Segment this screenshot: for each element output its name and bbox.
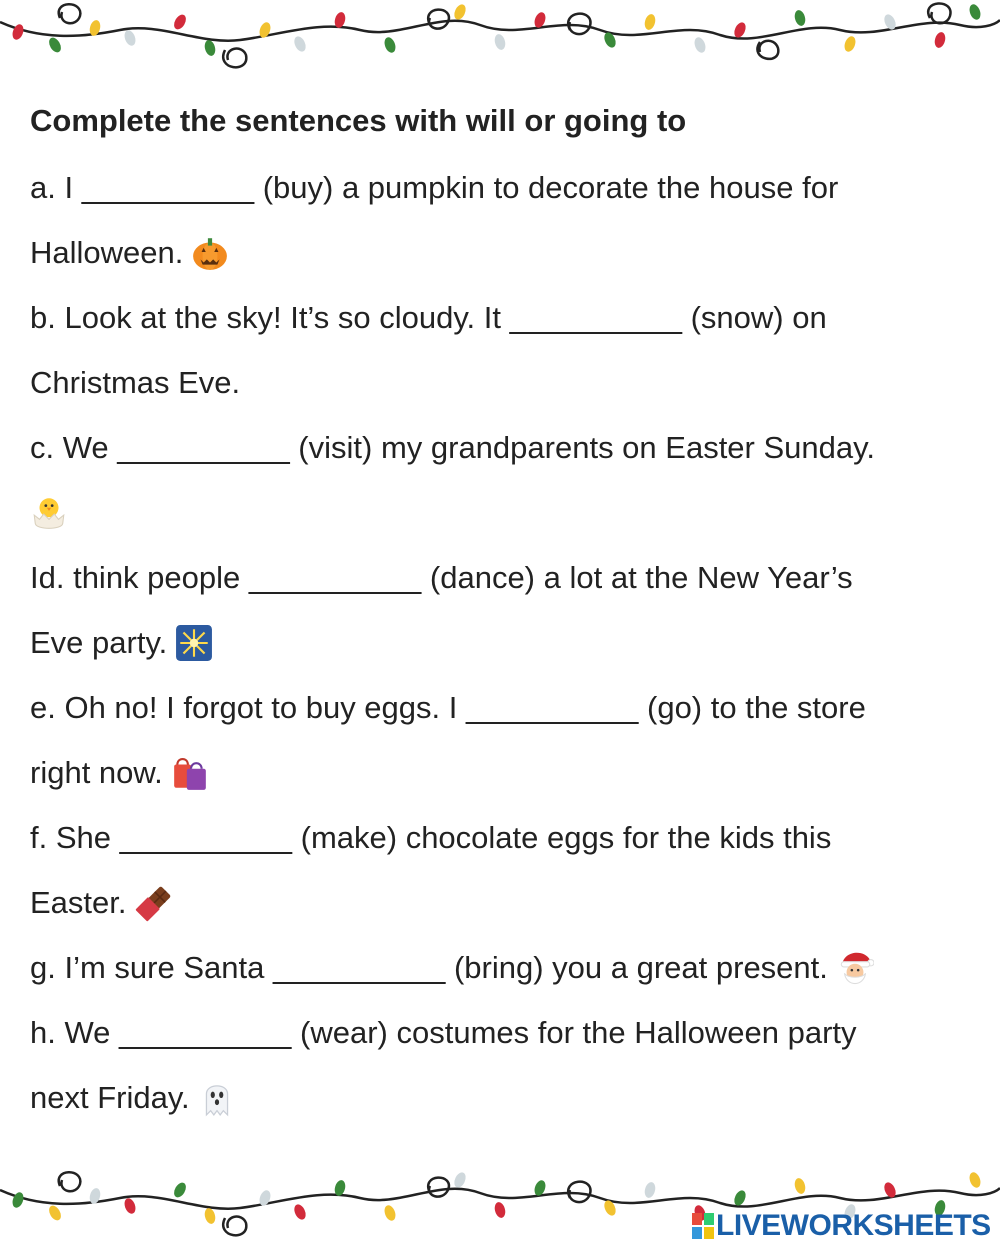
liveworksheets-brand[interactable]: [692, 1209, 991, 1243]
light-bulb: [47, 1204, 64, 1223]
sentence-a-line-2: [30, 233, 229, 273]
light-bulb: [643, 13, 657, 31]
light-bulb: [493, 1201, 507, 1219]
light-bulb: [493, 33, 507, 51]
ghost-icon: [198, 1079, 236, 1117]
top-garland-decoration: [0, 0, 1000, 80]
sentence-d-text-2: Eve party.: [30, 625, 168, 660]
light-bulb: [383, 1204, 398, 1222]
light-bulb: [11, 1191, 26, 1209]
light-bulb: [383, 36, 398, 54]
brand-text: LIVEWORKSHEETS: [716, 1209, 991, 1242]
sentence-g-line-1: [30, 948, 874, 988]
liveworksheets-logo-icon: [692, 1213, 714, 1239]
light-bulb: [172, 1181, 189, 1200]
light-bulb: [843, 35, 858, 53]
sentence-g-text-1: g. I’m sure Santa __________ (bring) you a great present.: [30, 950, 828, 985]
light-bulb: [47, 36, 64, 55]
pumpkin-icon: [191, 234, 229, 272]
light-bulb: [732, 21, 748, 40]
sentence-a-text-2: Halloween.: [30, 235, 184, 270]
sentence-a-line-1: a. I __________ (buy) a pumpkin to decorate the house for: [30, 170, 839, 205]
sentence-f-line-2: [30, 883, 173, 923]
sentence-b-line-1: b. Look at the sky! It’s so cloudy. It __________ (snow) on: [30, 300, 827, 335]
light-bulb: [968, 1171, 983, 1189]
light-bulb: [452, 1171, 468, 1190]
light-bulb: [732, 1189, 748, 1208]
chocolate-bar-icon: [135, 884, 173, 922]
light-bulb: [203, 39, 217, 57]
light-bulb: [123, 29, 138, 47]
light-bulb: [643, 1181, 657, 1199]
light-bulb: [933, 31, 947, 49]
sentence-c-line-2: [30, 493, 68, 533]
sentence-b-line-2: Christmas Eve.: [30, 365, 241, 400]
light-bulb: [203, 1207, 217, 1225]
light-bulb: [292, 1203, 308, 1222]
sentence-e-text-2: right now.: [30, 755, 163, 790]
sentence-c-line-1: c. We __________ (visit) my grandparents on Easter Sunday.: [30, 430, 875, 465]
sentence-d-line-1: Id. think people __________ (dance) a lot at the New Year’s: [30, 560, 853, 595]
hatching-chick-icon: [30, 494, 68, 532]
light-bulb: [11, 23, 26, 41]
sentence-e-line-1: e. Oh no! I forgot to buy eggs. I __________ (go) to the store: [30, 690, 866, 725]
light-bulb: [452, 3, 468, 22]
sentence-h-line-1: h. We __________ (wear) costumes for the Halloween party: [30, 1015, 857, 1050]
sentence-f-line-1: f. She __________ (make) chocolate eggs for the kids this: [30, 820, 832, 855]
sentence-h-line-2: [30, 1078, 236, 1118]
sparkler-icon: [175, 624, 213, 662]
sentence-f-text-2: Easter.: [30, 885, 127, 920]
light-bulb: [292, 35, 308, 54]
santa-icon: [836, 949, 874, 987]
worksheet-title: Complete the sentences with will or going to: [30, 103, 687, 138]
light-bulb: [172, 13, 189, 32]
sentence-h-text-2: next Friday.: [30, 1080, 190, 1115]
sentence-d-line-2: [30, 623, 213, 663]
light-bulb: [693, 36, 708, 54]
sentence-e-line-2: [30, 753, 209, 793]
light-bulb: [968, 3, 983, 21]
light-bulb: [793, 1177, 807, 1195]
shopping-bags-icon: [171, 754, 209, 792]
light-bulb: [793, 9, 807, 27]
light-bulb: [123, 1197, 138, 1215]
